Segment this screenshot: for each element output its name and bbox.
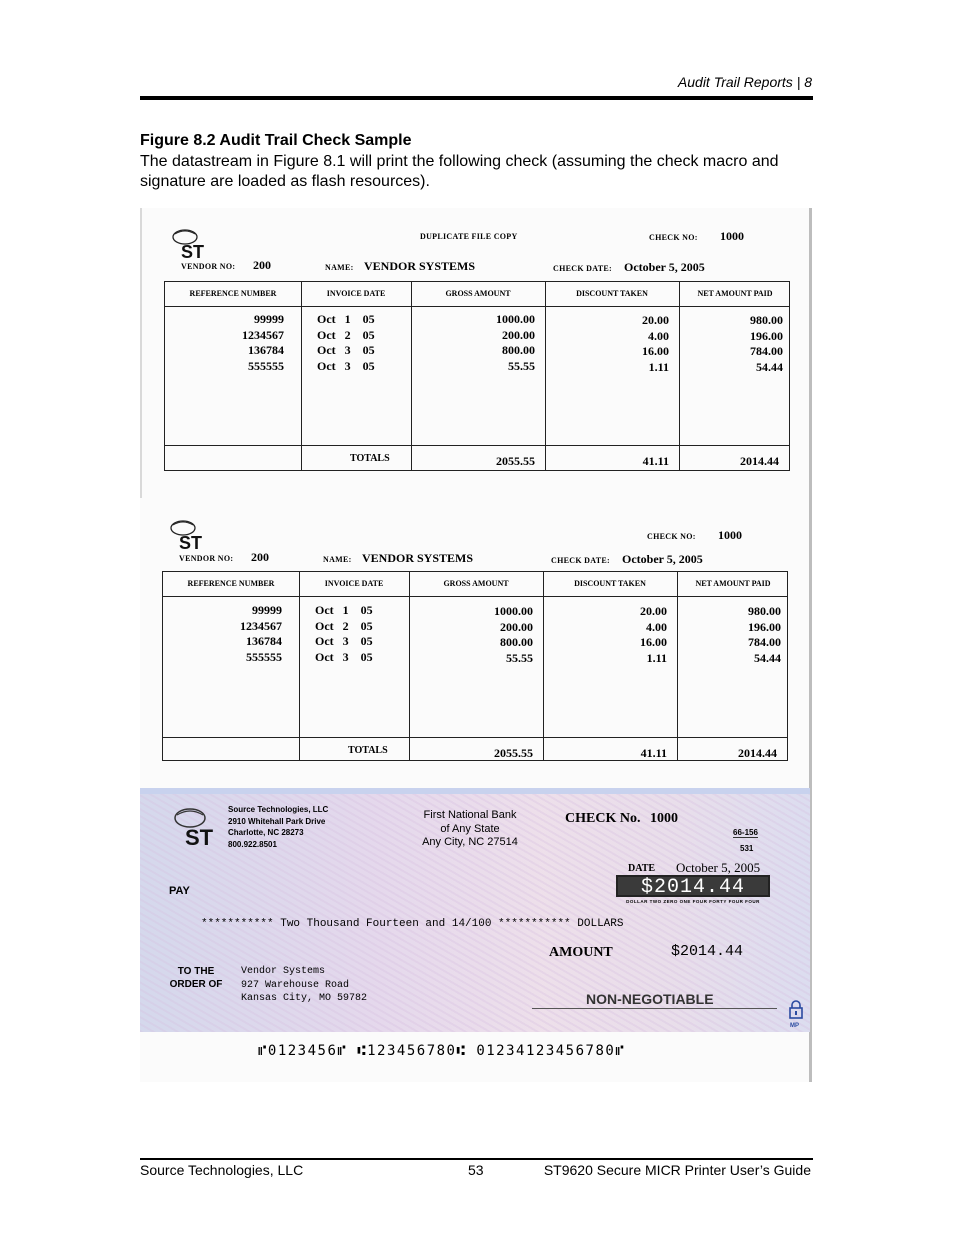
logo-text: ST	[185, 825, 214, 848]
name-label: NAME:	[323, 555, 352, 564]
check-date-label: CHECK DATE:	[553, 264, 612, 273]
company-street: 2910 Whitehall Park Drive	[228, 816, 326, 826]
total-discount: 41.11	[640, 746, 667, 760]
bank-info	[410, 809, 530, 850]
col-reference-header: REFERENCE NUMBER	[189, 289, 277, 298]
vendor-name-value: VENDOR SYSTEMS	[362, 551, 474, 565]
duplicate-label: DUPLICATE FILE COPY	[420, 232, 518, 241]
protected-amount-words: DOLLAR TWO ZERO ONE FOUR FORTY FOUR FOUR	[626, 899, 760, 904]
footer-page-number: 53	[468, 1162, 484, 1178]
protected-amount: $2014.44	[616, 875, 770, 897]
micr-line: ⑈0123456⑈ ⑆123456780⑆ 01234123456780⑈	[258, 1043, 626, 1059]
col-invoice-date-header: INVOICE DATE	[324, 579, 384, 588]
to-the-order-of-label: TO THE ORDER OF	[169, 966, 223, 990]
amount-value: $2014.44	[671, 943, 744, 960]
check-date-value: October 5, 2005	[622, 552, 703, 566]
pay-label: PAY	[169, 885, 190, 897]
remittance-table	[164, 281, 790, 471]
protected-amount-box	[616, 875, 770, 909]
invoice-date-cells: Oct 1 05 Oct 2 05 Oct 3 05 Oct 3 05	[317, 312, 375, 374]
totals-label: TOTALS	[350, 453, 390, 464]
check-date-value: October 5, 2005	[624, 260, 705, 274]
date-label: DATE	[628, 863, 656, 874]
col-reference-header: REFERENCE NUMBER	[187, 579, 275, 588]
net-cells: 980.00 196.00 784.00 54.44	[750, 313, 783, 375]
amount-label: AMOUNT	[549, 945, 613, 960]
check-date-label: CHECK DATE:	[551, 556, 610, 565]
stub-voucher	[162, 517, 802, 782]
gross-cells: 1000.00 200.00 800.00 55.55	[496, 312, 535, 374]
totals-label: TOTALS	[348, 745, 388, 756]
vendor-name-value: VENDOR SYSTEMS	[364, 259, 476, 273]
payee-address	[241, 965, 367, 1006]
logo-text: ST	[179, 533, 203, 553]
col-discount-header: DISCOUNT TAKEN	[574, 579, 646, 588]
total-gross: 2055.55	[494, 746, 533, 760]
vendor-no-value: 200	[251, 550, 269, 564]
reference-cells: 99999 1234567 136784 555555	[240, 603, 282, 665]
total-gross: 2055.55	[496, 454, 535, 468]
discount-cells: 20.00 4.00 16.00 1.11	[640, 604, 667, 666]
sheet-edge-left	[140, 208, 142, 498]
gross-cells: 1000.00 200.00 800.00 55.55	[494, 604, 533, 666]
non-negotiable-label: NON-NEGOTIABLE	[586, 991, 714, 1007]
col-invoice-date-header: INVOICE DATE	[326, 289, 386, 298]
mp-label: MP	[790, 1023, 799, 1029]
remittance-table	[162, 571, 788, 761]
st-logo-icon	[167, 517, 211, 553]
col-net-header: NET AMOUNT PAID	[697, 289, 773, 298]
invoice-date-cells: Oct 1 05 Oct 2 05 Oct 3 05 Oct 3 05	[315, 603, 373, 665]
check-date: October 5, 2005	[676, 860, 761, 875]
company-city: Charlotte, NC 28273	[228, 828, 304, 837]
footer-company: Source Technologies, LLC	[140, 1162, 304, 1178]
payee-street: 927 Warehouse Road	[241, 979, 350, 991]
total-net: 2014.44	[738, 746, 777, 760]
check-no-value: 1000	[720, 229, 744, 243]
vendor-no-value: 200	[253, 258, 271, 272]
stub-duplicate	[164, 226, 804, 491]
vendor-no-label: VENDOR NO:	[181, 262, 236, 271]
footer-rule	[140, 1158, 813, 1160]
check-no-label: CHECK NO:	[647, 532, 696, 541]
footer-guide-title: ST9620 Secure MICR Printer User’s Guide	[543, 1162, 811, 1178]
reference-cells: 99999 1234567 136784 555555	[242, 312, 284, 374]
check-face	[140, 788, 810, 1032]
discount-cells: 20.00 4.00 16.00 1.11	[642, 313, 669, 375]
check-no-label: CHECK No.	[565, 811, 641, 826]
routing-fraction-top: 66-156	[733, 828, 758, 837]
signature-line	[532, 1008, 777, 1009]
total-net: 2014.44	[740, 454, 779, 468]
bank-city: Any City, NC 27514	[422, 836, 518, 848]
bank-name: First National Bank	[423, 809, 517, 821]
st-logo-icon	[169, 226, 213, 262]
check-no-value: 1000	[718, 528, 742, 542]
vendor-no-label: VENDOR NO:	[179, 554, 234, 563]
written-amount: *********** Two Thousand Fourteen and 14/100 *********** DOLLARS	[201, 918, 624, 930]
routing-fraction-bottom: 531	[740, 844, 754, 853]
net-cells: 980.00 196.00 784.00 54.44	[748, 604, 781, 666]
total-discount: 41.11	[642, 454, 669, 468]
col-gross-header: GROSS AMOUNT	[443, 579, 509, 588]
col-discount-header: DISCOUNT TAKEN	[576, 289, 648, 298]
bank-line2: of Any State	[440, 822, 500, 835]
name-label: NAME:	[325, 263, 354, 272]
st-logo-icon	[170, 804, 228, 848]
running-header: Audit Trail Reports | 8	[677, 74, 812, 90]
payee-name: Vendor Systems	[241, 966, 326, 977]
company-name: Source Technologies, LLC	[228, 805, 329, 814]
figure-description: The datastream in Figure 8.1 will print the following check (assuming the check macro and signature are loaded as flash resources).	[140, 153, 779, 190]
figure-title: Figure 8.2 Audit Trail Check Sample	[140, 132, 412, 149]
company-phone: 800.922.8501	[228, 839, 277, 849]
check-no-value: 1000	[649, 811, 678, 826]
company-address	[228, 804, 328, 850]
payee-city: Kansas City, MO 59782	[241, 993, 368, 1004]
check-no-label: CHECK NO:	[649, 233, 698, 242]
header-rule	[140, 96, 813, 100]
col-gross-header: GROSS AMOUNT	[445, 289, 511, 298]
logo-text: ST	[181, 242, 205, 262]
padlock-icon	[788, 1000, 804, 1020]
col-net-header: NET AMOUNT PAID	[695, 579, 771, 588]
check-number	[565, 811, 678, 827]
